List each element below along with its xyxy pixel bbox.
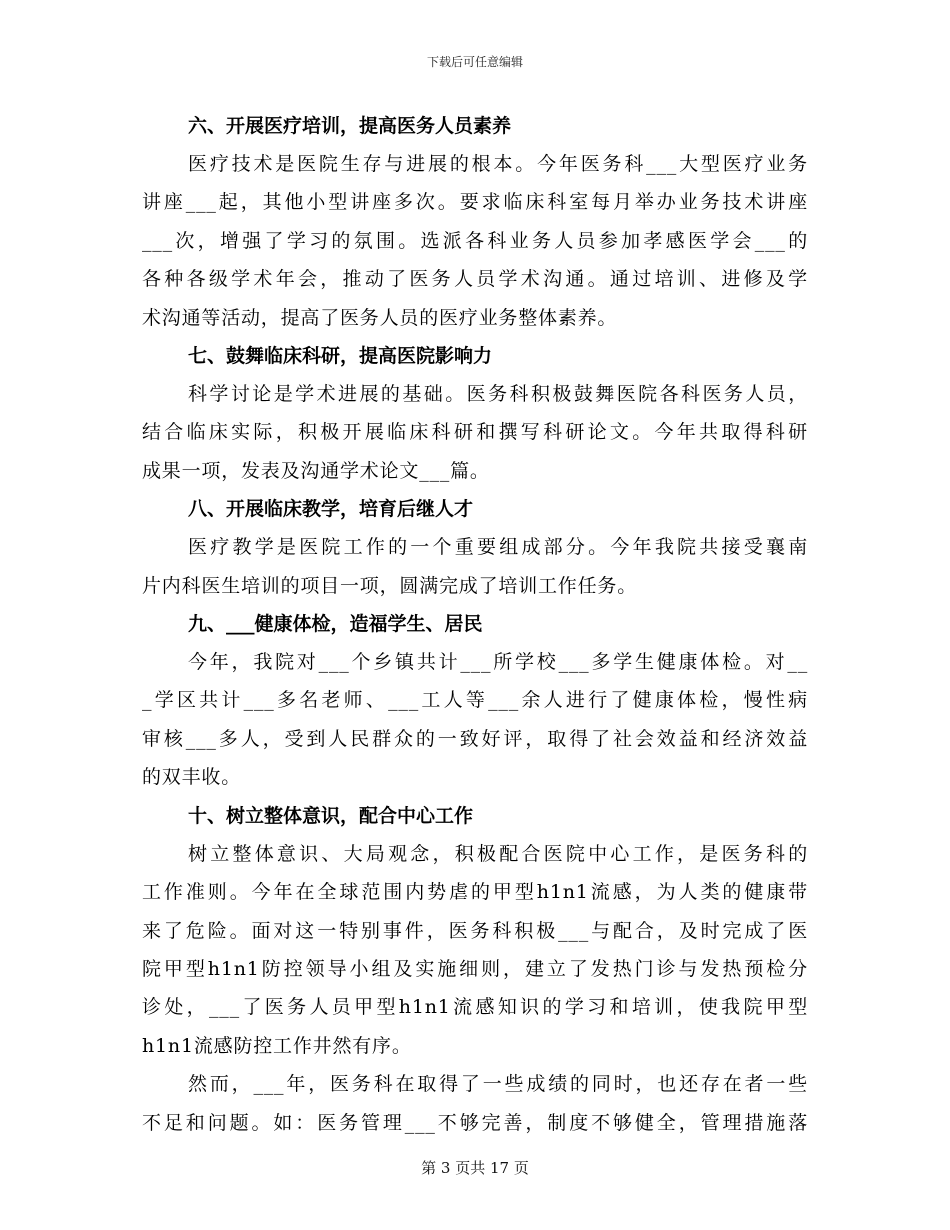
paragraph-line: 然而，___年，医务科在取得了一些成绩的同时，也还存在者一些 [188, 1073, 808, 1096]
paragraph-line: 院甲型h1n1防控领导小组及实施细则，建立了发热门诊与发热预检分 [142, 957, 808, 980]
section-heading: 七、鼓舞临床科研，提高医院影响力 [188, 345, 493, 368]
paragraph-line: 的双丰收。 [142, 766, 242, 789]
page-footer: 第 3 页共 17 页 [421, 1159, 529, 1177]
paragraph-line: 今年，我院对___个乡镇共计___所学校___多学生健康体检。对__ [188, 651, 808, 674]
paragraph-line: ___次，增强了学习的氛围。选派各科业务人员参加孝感医学会___的 [142, 229, 808, 252]
section-heading: 六、开展医疗培训，提高医务人员素养 [188, 115, 512, 137]
section-paragraph [142, 528, 808, 605]
paragraph-line: 医疗技术是医院生存与进展的根本。今年医务科___大型医疗业务 [188, 153, 808, 175]
document-body [142, 107, 808, 1142]
paragraph-line: 审核___多人，受到人民群众的一致好评，取得了社会效益和经济效益 [142, 727, 808, 750]
section-paragraph [142, 375, 808, 490]
paragraph-line: 不足和问题。如：医务管理___不够完善，制度不够健全，管理措施落 [142, 1111, 808, 1134]
paragraph-line: 诊处，___了医务人员甲型h1n1流感知识的学习和培训，使我院甲型 [142, 996, 808, 1019]
paragraph-line: 树立整体意识、大局观念，积极配合医院中心工作，是医务科的 [188, 842, 808, 865]
paragraph-line: 片内科医生培训的项目一项，圆满完成了培训工作任务。 [142, 574, 638, 597]
page-header: 下载后可任意编辑 [426, 55, 523, 69]
closing-paragraph [142, 1065, 808, 1142]
paragraph-line: 医疗教学是医院工作的一个重要组成部分。今年我院共接受襄南 [188, 536, 808, 559]
paragraph-line: 科学讨论是学术进展的基础。医务科积极鼓舞医院各科医务人员， [188, 383, 808, 406]
paragraph-line: 来了危险。面对这一特别事件，医务科积极___与配合，及时完成了医 [142, 919, 808, 942]
paragraph-line: 工作准则。今年在全球范围内势虐的甲型h1n1流感，为人类的健康带 [142, 881, 808, 904]
section-heading: 九、___健康体检，造福学生、居民 [188, 613, 483, 636]
paragraph-line: _学区共计___多名老师、___工人等___余人进行了健康体检，慢性病 [142, 689, 808, 712]
paragraph-line: 讲座___起，其他小型讲座多次。要求临床科室每月举办业务技术讲座 [142, 191, 808, 214]
paragraph-line: 成果一项，发表及沟通学术论文___篇。 [142, 459, 490, 482]
paragraph-line: 各种各级学术年会，推动了医务人员学术沟通。通过培训、进修及学 [142, 268, 808, 291]
paragraph-line: h1n1流感防控工作井然有序。 [142, 1034, 412, 1057]
section-paragraph [142, 145, 808, 337]
section-paragraph [142, 643, 808, 797]
section-heading: 十、树立整体意识，配合中心工作 [188, 804, 474, 827]
section-heading: 八、开展临床教学，培育后继人才 [188, 498, 474, 521]
section-paragraph [142, 835, 808, 1065]
paragraph-line: 术沟通等活动，提高了医务人员的医疗业务整体素养。 [142, 306, 618, 329]
paragraph-line: 结合临床实际，积极开展临床科研和撰写科研论文。今年共取得科研 [142, 421, 808, 444]
